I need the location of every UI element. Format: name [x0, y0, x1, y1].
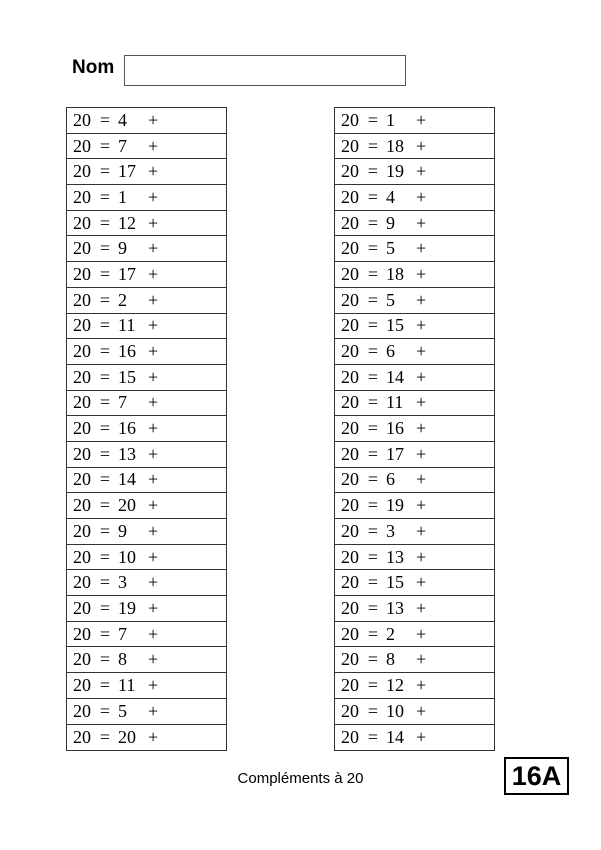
- equals-sign: =: [367, 263, 379, 284]
- addend-value: 11: [118, 674, 136, 695]
- equation-row[interactable]: [67, 108, 226, 134]
- equation-row[interactable]: [335, 468, 494, 494]
- equation-row[interactable]: [335, 493, 494, 519]
- equals-sign: =: [99, 546, 111, 567]
- total-value: 20: [73, 649, 91, 670]
- equals-sign: =: [99, 315, 111, 336]
- equation-row[interactable]: [335, 365, 494, 391]
- total-value: 20: [341, 289, 359, 310]
- left-exercise-column: [66, 107, 227, 751]
- equation-row[interactable]: [335, 236, 494, 262]
- plus-sign: +: [416, 315, 427, 336]
- plus-sign: +: [148, 546, 159, 567]
- equals-sign: =: [99, 623, 111, 644]
- equation-row[interactable]: [67, 416, 226, 442]
- plus-sign: +: [416, 623, 427, 644]
- plus-sign: +: [416, 161, 427, 182]
- plus-sign: +: [416, 443, 427, 464]
- equals-sign: =: [99, 392, 111, 413]
- equation-row[interactable]: [335, 699, 494, 725]
- plus-sign: +: [416, 495, 427, 516]
- plus-sign: +: [416, 597, 427, 618]
- plus-sign: +: [148, 700, 159, 721]
- equals-sign: =: [99, 212, 111, 233]
- equation-row[interactable]: [67, 339, 226, 365]
- equals-sign: =: [367, 161, 379, 182]
- addend-value: 12: [386, 674, 404, 695]
- plus-sign: +: [416, 520, 427, 541]
- equation-row[interactable]: [335, 570, 494, 596]
- plus-sign: +: [148, 186, 159, 207]
- equation-row[interactable]: [67, 596, 226, 622]
- addend-value: 17: [118, 263, 136, 284]
- equals-sign: =: [99, 341, 111, 362]
- plus-sign: +: [148, 212, 159, 233]
- equals-sign: =: [99, 289, 111, 310]
- total-value: 20: [73, 674, 91, 695]
- addend-value: 2: [118, 289, 127, 310]
- plus-sign: +: [148, 238, 159, 259]
- equation-row[interactable]: [335, 647, 494, 673]
- plus-sign: +: [148, 341, 159, 362]
- equals-sign: =: [99, 597, 111, 618]
- total-value: 20: [73, 572, 91, 593]
- equals-sign: =: [99, 366, 111, 387]
- addend-value: 18: [386, 135, 404, 156]
- addend-value: 15: [386, 315, 404, 336]
- addend-value: 16: [386, 418, 404, 439]
- total-value: 20: [341, 649, 359, 670]
- total-value: 20: [73, 700, 91, 721]
- addend-value: 17: [386, 443, 404, 464]
- addend-value: 1: [386, 109, 395, 130]
- equals-sign: =: [367, 469, 379, 490]
- plus-sign: +: [416, 186, 427, 207]
- plus-sign: +: [148, 135, 159, 156]
- plus-sign: +: [416, 289, 427, 310]
- worksheet-caption: Compléments à 20: [237, 770, 364, 787]
- total-value: 20: [73, 418, 91, 439]
- total-value: 20: [341, 238, 359, 259]
- total-value: 20: [341, 623, 359, 644]
- plus-sign: +: [148, 674, 159, 695]
- equals-sign: =: [99, 495, 111, 516]
- total-value: 20: [73, 443, 91, 464]
- equation-row[interactable]: [335, 339, 494, 365]
- equals-sign: =: [367, 238, 379, 259]
- total-value: 20: [341, 674, 359, 695]
- plus-sign: +: [416, 546, 427, 567]
- plus-sign: +: [148, 109, 159, 130]
- equals-sign: =: [367, 674, 379, 695]
- plus-sign: +: [416, 418, 427, 439]
- equation-row[interactable]: [67, 622, 226, 648]
- addend-value: 19: [386, 495, 404, 516]
- equation-row[interactable]: [67, 570, 226, 596]
- plus-sign: +: [148, 572, 159, 593]
- equals-sign: =: [367, 623, 379, 644]
- total-value: 20: [341, 597, 359, 618]
- equation-row[interactable]: [335, 725, 494, 751]
- equation-row[interactable]: [335, 391, 494, 417]
- total-value: 20: [73, 341, 91, 362]
- addend-value: 10: [118, 546, 136, 567]
- equation-row[interactable]: [67, 314, 226, 340]
- equals-sign: =: [99, 649, 111, 670]
- equation-row[interactable]: [335, 416, 494, 442]
- equals-sign: =: [367, 418, 379, 439]
- plus-sign: +: [148, 443, 159, 464]
- equation-row[interactable]: [67, 134, 226, 160]
- equation-row[interactable]: [67, 468, 226, 494]
- total-value: 20: [341, 263, 359, 284]
- equation-row[interactable]: [67, 365, 226, 391]
- total-value: 20: [73, 212, 91, 233]
- addend-value: 5: [386, 238, 395, 259]
- total-value: 20: [73, 109, 91, 130]
- total-value: 20: [341, 572, 359, 593]
- equals-sign: =: [367, 366, 379, 387]
- equation-row[interactable]: [67, 647, 226, 673]
- equation-row[interactable]: [67, 545, 226, 571]
- total-value: 20: [341, 341, 359, 362]
- plus-sign: +: [416, 700, 427, 721]
- total-value: 20: [341, 392, 359, 413]
- equals-sign: =: [367, 315, 379, 336]
- addend-value: 13: [118, 443, 136, 464]
- equation-row[interactable]: [67, 236, 226, 262]
- equation-row[interactable]: [67, 699, 226, 725]
- addend-value: 15: [386, 572, 404, 593]
- addend-value: 7: [118, 392, 127, 413]
- equation-row[interactable]: [335, 159, 494, 185]
- equals-sign: =: [367, 597, 379, 618]
- addend-value: 9: [118, 238, 127, 259]
- addend-value: 14: [386, 366, 404, 387]
- addend-value: 17: [118, 161, 136, 182]
- total-value: 20: [73, 597, 91, 618]
- addend-value: 13: [386, 546, 404, 567]
- equation-row[interactable]: [67, 211, 226, 237]
- plus-sign: +: [148, 649, 159, 670]
- total-value: 20: [341, 546, 359, 567]
- addend-value: 14: [118, 469, 136, 490]
- equals-sign: =: [99, 238, 111, 259]
- plus-sign: +: [148, 289, 159, 310]
- equals-sign: =: [99, 186, 111, 207]
- equation-row[interactable]: [67, 262, 226, 288]
- equals-sign: =: [99, 469, 111, 490]
- addend-value: 3: [386, 520, 395, 541]
- equation-row[interactable]: [67, 288, 226, 314]
- plus-sign: +: [148, 315, 159, 336]
- addend-value: 2: [386, 623, 395, 644]
- equation-row[interactable]: [335, 596, 494, 622]
- plus-sign: +: [416, 572, 427, 593]
- total-value: 20: [73, 546, 91, 567]
- total-value: 20: [341, 135, 359, 156]
- addend-value: 5: [386, 289, 395, 310]
- equals-sign: =: [99, 572, 111, 593]
- addend-value: 6: [386, 341, 395, 362]
- total-value: 20: [341, 520, 359, 541]
- total-value: 20: [341, 469, 359, 490]
- plus-sign: +: [148, 623, 159, 644]
- plus-sign: +: [416, 341, 427, 362]
- equation-row[interactable]: [335, 185, 494, 211]
- plus-sign: +: [416, 135, 427, 156]
- equals-sign: =: [99, 520, 111, 541]
- equals-sign: =: [99, 700, 111, 721]
- total-value: 20: [73, 623, 91, 644]
- total-value: 20: [73, 186, 91, 207]
- total-value: 20: [73, 520, 91, 541]
- total-value: 20: [73, 263, 91, 284]
- equation-row[interactable]: [67, 493, 226, 519]
- equation-row[interactable]: [335, 211, 494, 237]
- total-value: 20: [73, 135, 91, 156]
- total-value: 20: [341, 212, 359, 233]
- total-value: 20: [73, 392, 91, 413]
- equation-row[interactable]: [335, 262, 494, 288]
- total-value: 20: [73, 161, 91, 182]
- plus-sign: +: [148, 418, 159, 439]
- equals-sign: =: [367, 186, 379, 207]
- addend-value: 12: [118, 212, 136, 233]
- addend-value: 20: [118, 726, 136, 747]
- equals-sign: =: [99, 418, 111, 439]
- addend-value: 19: [118, 597, 136, 618]
- plus-sign: +: [416, 238, 427, 259]
- plus-sign: +: [148, 263, 159, 284]
- total-value: 20: [73, 469, 91, 490]
- total-value: 20: [73, 726, 91, 747]
- total-value: 20: [73, 315, 91, 336]
- total-value: 20: [341, 366, 359, 387]
- addend-value: 16: [118, 341, 136, 362]
- plus-sign: +: [148, 161, 159, 182]
- plus-sign: +: [416, 366, 427, 387]
- name-field[interactable]: [124, 55, 406, 86]
- total-value: 20: [341, 186, 359, 207]
- plus-sign: +: [148, 392, 159, 413]
- addend-value: 9: [118, 520, 127, 541]
- total-value: 20: [341, 315, 359, 336]
- name-label: Nom: [72, 57, 115, 78]
- plus-sign: +: [148, 520, 159, 541]
- equation-row[interactable]: [335, 545, 494, 571]
- addend-value: 18: [386, 263, 404, 284]
- total-value: 20: [341, 443, 359, 464]
- equation-row[interactable]: [67, 391, 226, 417]
- equals-sign: =: [99, 263, 111, 284]
- equals-sign: =: [367, 135, 379, 156]
- equation-row[interactable]: [67, 673, 226, 699]
- plus-sign: +: [148, 495, 159, 516]
- addend-value: 8: [386, 649, 395, 670]
- addend-value: 16: [118, 418, 136, 439]
- equation-row[interactable]: [67, 519, 226, 545]
- equation-row[interactable]: [335, 108, 494, 134]
- equation-row[interactable]: [335, 519, 494, 545]
- equals-sign: =: [99, 726, 111, 747]
- plus-sign: +: [416, 649, 427, 670]
- equation-row[interactable]: [335, 673, 494, 699]
- equals-sign: =: [99, 443, 111, 464]
- total-value: 20: [73, 289, 91, 310]
- addend-value: 9: [386, 212, 395, 233]
- plus-sign: +: [148, 469, 159, 490]
- total-value: 20: [73, 366, 91, 387]
- equals-sign: =: [367, 212, 379, 233]
- equals-sign: =: [99, 674, 111, 695]
- addend-value: 10: [386, 700, 404, 721]
- equals-sign: =: [99, 109, 111, 130]
- plus-sign: +: [416, 726, 427, 747]
- addend-value: 11: [118, 315, 136, 336]
- addend-value: 11: [386, 392, 404, 413]
- total-value: 20: [73, 238, 91, 259]
- plus-sign: +: [416, 263, 427, 284]
- equation-row[interactable]: [67, 159, 226, 185]
- equals-sign: =: [367, 572, 379, 593]
- total-value: 20: [341, 726, 359, 747]
- plus-sign: +: [416, 392, 427, 413]
- equals-sign: =: [367, 289, 379, 310]
- addend-value: 7: [118, 135, 127, 156]
- equals-sign: =: [367, 649, 379, 670]
- addend-value: 19: [386, 161, 404, 182]
- equals-sign: =: [367, 546, 379, 567]
- equals-sign: =: [367, 726, 379, 747]
- equals-sign: =: [367, 443, 379, 464]
- equals-sign: =: [367, 495, 379, 516]
- equation-row[interactable]: [335, 442, 494, 468]
- addend-value: 7: [118, 623, 127, 644]
- equation-row[interactable]: [335, 288, 494, 314]
- plus-sign: +: [416, 212, 427, 233]
- addend-value: 8: [118, 649, 127, 670]
- addend-value: 5: [118, 700, 127, 721]
- total-value: 20: [341, 161, 359, 182]
- total-value: 20: [341, 495, 359, 516]
- addend-value: 15: [118, 366, 136, 387]
- total-value: 20: [341, 700, 359, 721]
- equals-sign: =: [367, 392, 379, 413]
- addend-value: 13: [386, 597, 404, 618]
- addend-value: 6: [386, 469, 395, 490]
- addend-value: 14: [386, 726, 404, 747]
- equals-sign: =: [367, 700, 379, 721]
- equation-row[interactable]: [335, 314, 494, 340]
- equals-sign: =: [99, 135, 111, 156]
- equals-sign: =: [367, 520, 379, 541]
- total-value: 20: [73, 495, 91, 516]
- equation-row[interactable]: [335, 134, 494, 160]
- sheet-code-badge: 16A: [504, 757, 569, 795]
- total-value: 20: [341, 109, 359, 130]
- plus-sign: +: [148, 726, 159, 747]
- equation-row[interactable]: [67, 442, 226, 468]
- addend-value: 3: [118, 572, 127, 593]
- plus-sign: +: [148, 366, 159, 387]
- equation-row[interactable]: [67, 725, 226, 751]
- addend-value: 4: [118, 109, 127, 130]
- equals-sign: =: [367, 341, 379, 362]
- equation-row[interactable]: [335, 622, 494, 648]
- addend-value: 20: [118, 495, 136, 516]
- equation-row[interactable]: [67, 185, 226, 211]
- plus-sign: +: [416, 109, 427, 130]
- plus-sign: +: [416, 469, 427, 490]
- right-exercise-column: [334, 107, 495, 751]
- plus-sign: +: [416, 674, 427, 695]
- total-value: 20: [341, 418, 359, 439]
- equals-sign: =: [99, 161, 111, 182]
- addend-value: 1: [118, 186, 127, 207]
- addend-value: 4: [386, 186, 395, 207]
- plus-sign: +: [148, 597, 159, 618]
- equals-sign: =: [367, 109, 379, 130]
